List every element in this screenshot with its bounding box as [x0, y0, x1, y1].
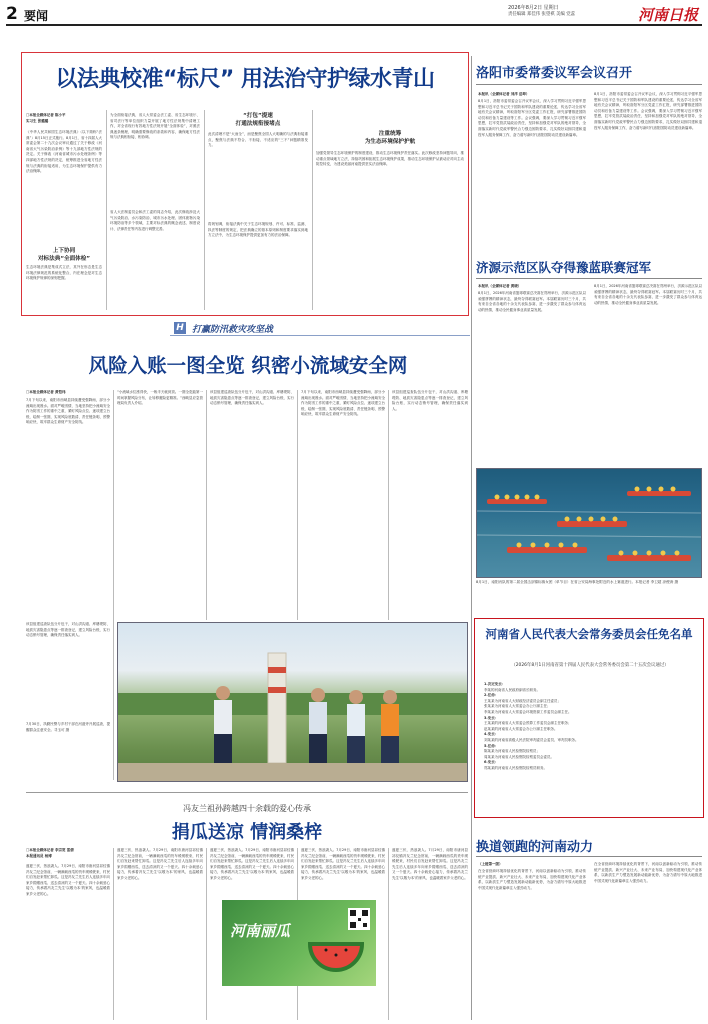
- lead-col2: 为全面衔接法典，省人大常委会法工委、省生态环境厅、省司法厅等单位组织力量开展了地方性法规集中清理工作，对全省现行有效地方性法规开展“全面体检”，对照法典逐条梳理，明确需要修改的条款和内容，确保地方性法规与法典相衔接、相协调。: [110, 113, 200, 140]
- congress-item: 郑某某的河南省人民检察院检察员职务。: [484, 765, 547, 770]
- flood-byline: 本报讯（全媒体记者 黄晓）: [478, 284, 522, 288]
- rowing-boats-icon: [477, 469, 702, 578]
- congress-item: 3.免去：: [484, 715, 499, 720]
- lower-photo-caption: 7月30日，执勤民警与乡村干部在河道旁开展巡查，提醒群众注意安全。寻玉可 摄: [26, 722, 110, 732]
- congress-item: 张某某为河南省人大常委会办公厅副主任；: [484, 704, 551, 709]
- congress-item: 陈某某为河南省人民检察院检察员；: [484, 749, 540, 754]
- watermelon-icon: [222, 900, 376, 986]
- police-patrol-photo: [117, 622, 468, 782]
- melon-byline: □本报全媒体记者 李宗宽 雷倩 本报通讯员 杨博: [26, 848, 74, 858]
- melon-col2: 盛夏三伏，热浪袭人。7月29日，南阳市唐河县祁仪镇冯友兰纪念馆前，一辆满载西瓜的货车缓缓驶来，村民们自发赶来帮忙卸瓜。这是冯友兰先生后人连续多年向家乡捐赠西瓜、送去清凉的又一个夏天。四十余载爱心接力，传承着冯友兰先生‘以敬为本’的家风，也温暖着家乡父老的心。: [117, 848, 203, 880]
- melon-banner-title: 河南丽瓜: [230, 922, 291, 940]
- committee-headline: 洛阳市委常委议军会议召开: [476, 66, 633, 81]
- lead-col1b: 生态环境法典是集成式立法，其外在形态是生态环境法律规范的系统化整合，内在理念是对生态环境保护规律的深刻把握。: [26, 265, 102, 281]
- lead-byline: □本报全媒体记者 陈小平 实习生 张璐璐: [26, 113, 66, 123]
- flood-text-2: 8月1日，2026年河南省篮球联赛总决赛在郑州举行，济源示范区队以顽强拼搏的精神状态，最终夺得联赛冠军。本届联赛历时三个月，共有来自全省各地的十余支代表队参赛，进一步激发了群众参与体育运动的热情，推动全民健身事业高质量发展。: [594, 284, 702, 305]
- congress-item: 王某某的河南省人大常委会预算工作委员会副主任职务；: [484, 721, 572, 726]
- congress-item: 4.免去：: [484, 732, 499, 737]
- section-name: 要闻: [24, 9, 49, 23]
- newspaper-logo: 河南日报: [638, 6, 699, 24]
- lead-col3b: 将规划调，衔接法典中关于生态环境规划、许可、标准、监测、执法等制度的规定，把法典确立的基本原则和制度要求落实到地方立法中，为生态环境保护提供更加有力的法治保障。: [208, 222, 308, 238]
- congress-item: 1.决定免去：: [484, 682, 506, 686]
- innovation-byline: （上接第一版）: [478, 862, 503, 866]
- issue-date: 2026年8月2日 星期日: [508, 5, 559, 11]
- melon-col3: 盛夏三伏，热浪袭人。7月29日，南阳市唐河县祁仪镇冯友兰纪念馆前，一辆满载西瓜的货车缓缓驶来，村民们自发赶来帮忙卸瓜。这是冯友兰先生后人连续多年向家乡捐赠西瓜、送去清凉的又一个夏天。四十余载爱心接力，传承着冯友兰先生‘以敬为本’的家风，也温暖着家乡父老的心。: [210, 848, 294, 880]
- header-rule: [6, 24, 702, 26]
- melon-banner: [222, 900, 376, 986]
- lower-col1: 7月下旬以来，南阳市西峡县持续遭受强降雨，部分小流域出现涨水。面对严峻汛情，当地坚持把小流域安全作为防汛工作的重中之重，紧盯风险点位、逐项建立台账，绘制一张图，实现风险底数清、责任链条明、预警响应快，筑牢群众生命财产安全防线。: [26, 398, 110, 425]
- page-number: 2: [6, 4, 18, 24]
- lead-subhead-1: 上下协同 对标法典“全面体检”: [37, 248, 91, 262]
- congress-headline: 河南省人民代表大会常务委员会任免名单: [485, 627, 693, 641]
- melon-kicker: 冯友兰祖孙跨越四十余载的爱心传承: [183, 804, 311, 813]
- lead-subhead-2: “打包”提速 打通法规衔接堵点: [235, 113, 281, 127]
- committee-text-2: 8月1日，洛阳市委常委会召开议军会议，深入学习贯彻习近平强军思想和习近平总书记关于国防和军队建设的重要论述，传达学习全省军地有关会议精神，听取洛阳军分区党委工作汇报，研究部署推进国防动员和后备力量建设等工作。会议强调，要深入学习贯彻习近平强军思想，扛牢党管武装政治责任，坚持和加强党对军队的绝对领导，全面落实新时代党政军警民合力强边固防要求，扎实做好双拥共建和退役军人服务保障工作，奋力谱写新时代洛阳国防动员建设新篇章。: [594, 92, 702, 130]
- congress-item: 李某的河南省人民政府副省长职务。: [484, 687, 540, 692]
- lower-col2: “小流域水位涨得快，一般半天就到顶。一图全览能第一时间掌握风险分布，让转移避险更精准。”西峡县应急管理局负责人介绍。: [117, 390, 203, 406]
- lead-headline: 以法典校准“标尺” 用法治守护绿水青山: [55, 67, 435, 92]
- congress-item: 6.免去：: [484, 760, 499, 765]
- innovation-headline: 换道领跑的河南动力: [476, 840, 594, 855]
- congress-item: 王某某为河南省人大财政经济委员会副主任委员；: [484, 698, 561, 703]
- lead-col3: 此次清理不是“大而全”，而是聚焦全国人大明确的与法典衔接重点，聚焦与法典不符合、不衔接、不适应的“三不”问题精准发力。: [208, 132, 308, 148]
- lead-col1: 《中华人民共和国生态环境法典》（以下简称“法典”）8月15日正式施行。8月1日，省十四届人大常委会第二十九次会议审议通过了关于修改《河南省大气污染防治条例》等十九部地方性法规的决定。关于修改《河南省城市污水处理条例》等四部地方性法规的决定，统筹推进全省地方性法规与法典的衔接适用，为生态环境保护提供有力法治保障。: [26, 130, 102, 174]
- lower-col3: 该县组建巡查队伍分片包干，对山洪沟道、库塘堤防、地质灾害隐患点等逐一排查登记，建立风险台账，实行动态销号管理，确保责任落实到人。: [210, 390, 294, 406]
- congress-list: [484, 682, 696, 772]
- melon-headline: 捐瓜送凉 情润桑梓: [171, 822, 323, 843]
- congress-item: 刘某某的河南省高级人民法院审判委员会委员、审判员职务。: [484, 737, 579, 742]
- congress-item: 周某某为河南省人民检察院检察委员会委员。: [484, 754, 554, 759]
- innovation-text-1: 在全省营商环境持续优化的背景下，河南以创新驱动为引领，推动传统产业提质、新兴产业壮大、未来产业布局，加快构建现代化产业体系，以新质生产力塑造发展新动能新优势，为奋力谱写中原大地推进中国式现代化新篇章注入强劲动力。: [478, 869, 586, 890]
- congress-item: 5.任命：: [484, 743, 499, 748]
- flood-text-1: 8月1日，2026年河南省篮球联赛总决赛在郑州举行，济源示范区队以顽强拼搏的精神状态，最终夺得联赛冠军。本届联赛历时三个月，共有来自全省各地的十余支代表队参赛，进一步激发了群众参与体育运动的热情，推动全民健身事业高质量发展。: [478, 291, 586, 312]
- flood-kicker-icon: H: [174, 322, 186, 334]
- lower-headline: 风险入账一图全览 织密小流域安全网: [88, 354, 408, 377]
- committee-byline: 本报讯（全媒体记者 刘洋 岳坤）: [478, 92, 530, 96]
- lower-col5: 该县组建巡查队伍分片包干，对山洪沟道、库塘堤防、地质灾害隐患点等逐一排查登记，建立风险台账，实行动态销号管理，确保责任落实到人。: [392, 390, 468, 411]
- rowing-photo-caption: 8月1日，南阳丙队的第二届全国击剑锦标赛女团（单节目）在省公安局海事处附近的水上赛道进行。本报记者 李卫超 凉俊涛 摄: [476, 580, 679, 584]
- congress-item: 2.任命：: [484, 693, 499, 698]
- congress-item: 赵某某的河南省人大常委会办公厅副主任职务。: [484, 726, 558, 731]
- flood-headline: 济源示范区队夺得豫蓝联赛冠军: [476, 260, 652, 275]
- lead-subhead-3: 注重统筹 为生态环境保护护航: [364, 131, 416, 145]
- congress-item: 李某某为河南省人大常委会环境资源工作委员会副主任。: [484, 709, 572, 714]
- innovation-text-2: 在全省营商环境持续优化的背景下，河南以创新驱动为引领，推动传统产业提质、新兴产业壮大、未来产业布局，加快构建现代化产业体系，以新质生产力塑造发展新动能新优势，为奋力谱写中原大地推进中国式现代化新篇章注入强劲动力。: [594, 862, 702, 883]
- lead-col2b: 省人大法制委员会和法工委的同志介绍，此次修改涉及大气污染防治、水污染防治、城市污水处理、固体废物污染环境防治等多个领域，主要对标法典的概念表述、制度设计、法律责任等内容进行调整完善。: [110, 210, 200, 231]
- committee-text-1: 8月1日，洛阳市委常委会召开议军会议，深入学习贯彻习近平强军思想和习近平总书记关于国防和军队建设的重要论述，传达学习全省军地有关会议精神，听取洛阳军分区党委工作汇报，研究部署推进国防动员和后备力量建设等工作。会议强调，要深入学习贯彻习近平强军思想，扛牢党管武装政治责任，坚持和加强党对军队的绝对领导，全面落实新时代党政军警民合力强边固防要求，扎实做好双拥共建和退役军人服务保障工作，奋力谱写新时代洛阳国防动员建设新篇章。: [478, 99, 586, 137]
- lower-col1b: 该县组建巡查队伍分片包干，对山洪沟道、库塘堤防、地质灾害隐患点等逐一排查登记，建立风险台账，实行动态销号管理，确保责任落实到人。: [26, 622, 110, 638]
- lower-col4: 7月下旬以来，南阳市西峡县持续遭受强降雨，部分小流域出现涨水。面对严峻汛情，当地坚持把小流域安全作为防汛工作的重中之重，紧盯风险点位、逐项建立台账，绘制一张图，实现风险底数清、责任链条明、预警响应快，筑牢群众生命财产安全防线。: [301, 390, 385, 417]
- melon-col4: 盛夏三伏，热浪袭人。7月29日，南阳市唐河县祁仪镇冯友兰纪念馆前，一辆满载西瓜的货车缓缓驶来，村民们自发赶来帮忙卸瓜。这是冯友兰先生后人连续多年向家乡捐赠西瓜、送去清凉的又一个夏天。四十余载爱心接力，传承着冯友兰先生‘以敬为本’的家风，也温暖着家乡父老的心。: [301, 848, 385, 880]
- editor-line: 责任编辑 郑佳伟 张望祺 美编 党蕊: [508, 12, 576, 17]
- lower-byline: □本报全媒体记者 黄恺玮: [26, 390, 66, 394]
- melon-col1: 盛夏三伏，热浪袭人。7月29日，南阳市唐河县祁仪镇冯友兰纪念馆前，一辆满载西瓜的货车缓缓驶来，村民们自发赶来帮忙卸瓜。这是冯友兰先生后人连续多年向家乡捐赠西瓜、送去清凉的又一个夏天。四十余载爱心接力，传承着冯友兰先生‘以敬为本’的家风，也温暖着家乡父老的心。: [26, 864, 110, 896]
- lead-col4: 加强党领导生态环境保护的制度建设，推动生态环境保护责任落实。此次修改坚持问题导向，推动重点领域地方立法，持续巩固和拓展生态环境保护成果，推动生态环境保护从被动应对向主动防控转变，为建设美丽河南提供坚实法治保障。: [316, 151, 464, 167]
- congress-subtitle: （2026年8月1日河南省第十四届人民代表大会常务委员会第二十五次会议通过）: [511, 663, 669, 668]
- patrol-officers-icon: [118, 623, 468, 782]
- melon-col5: 盛夏三伏，热浪袭人。7月29日，南阳市唐河县祁仪镇冯友兰纪念馆前，一辆满载西瓜的货车缓缓驶来，村民们自发赶来帮忙卸瓜。这是冯友兰先生后人连续多年向家乡捐赠西瓜、送去清凉的又一个夏天。四十余载爱心接力，传承着冯友兰先生‘以敬为本’的家风，也温暖着家乡父老的心。: [392, 848, 468, 880]
- flood-kicker: 打赢防汛救灾攻坚战: [192, 325, 274, 335]
- rowing-photo: [476, 468, 702, 578]
